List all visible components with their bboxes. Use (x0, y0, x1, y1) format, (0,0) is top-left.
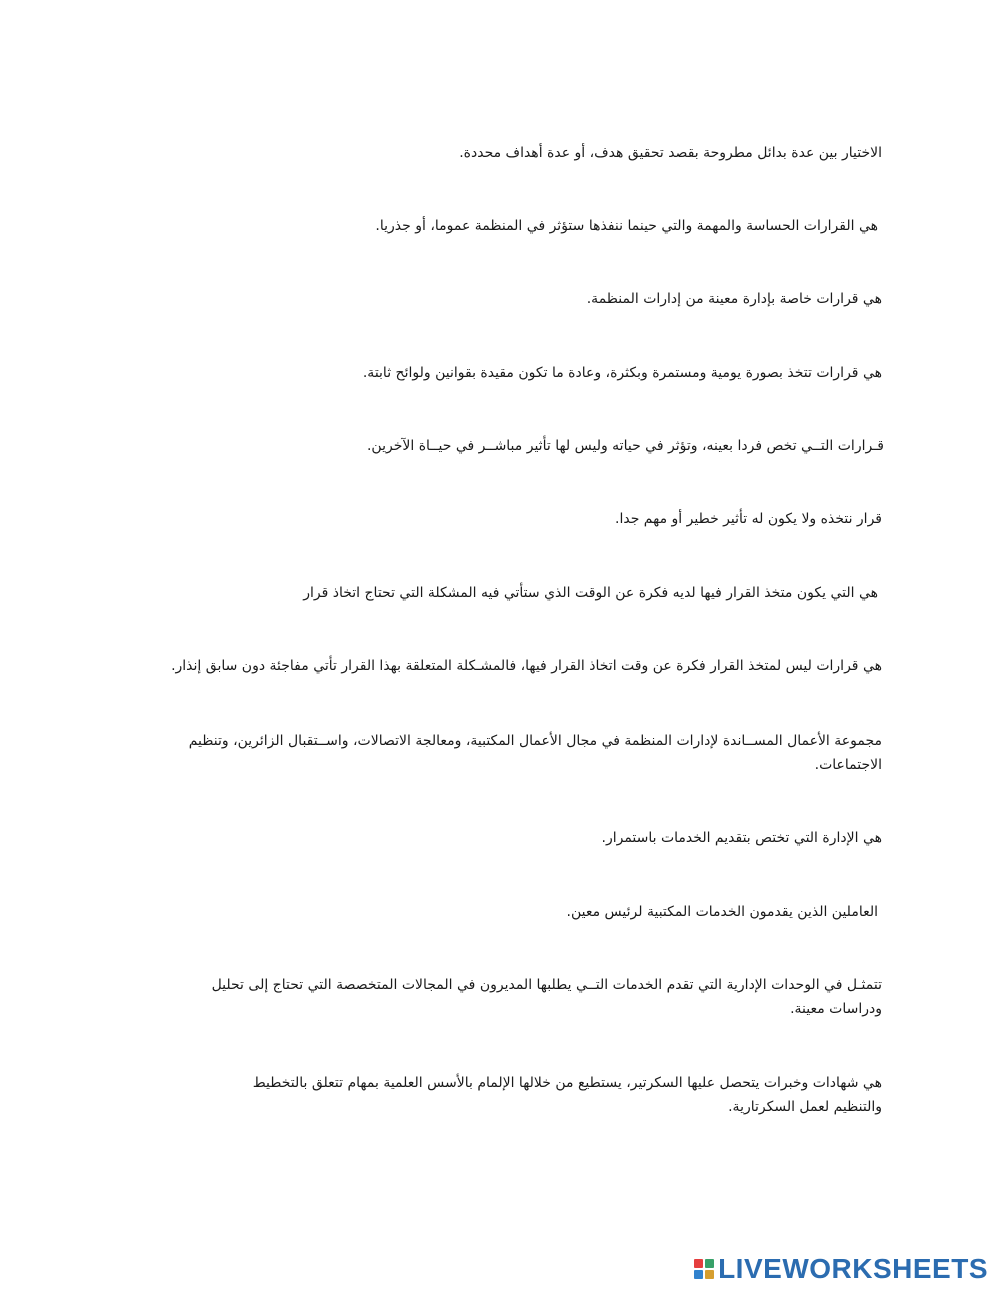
definition-paragraph-6: قرار نتخذه ولا يكون له تأثير خطير أو مهم جدا. (615, 511, 882, 527)
definition-paragraph-13: هي شهادات وخبرات يتحصل عليها السكرتير، يستطيع من خلالها الإلمام بالأسس العلمية بمهام تتعلق بالتخطيط والتنظيم لعمل السكرتارية. (252, 1075, 882, 1115)
definition-paragraph-10: هي الإدارة التي تختص بتقديم الخدمات باستمرار. (601, 830, 882, 846)
definition-paragraph-8: هي قرارات ليس لمتخذ القرار فكرة عن وقت اتخاذ القرار فيها، فالمشـكلة المتعلقة بهذا القرار تأتي مفاجئة دون سابق إنذار. (171, 658, 882, 674)
logo-blocks-icon (694, 1259, 714, 1279)
logo-text-live: LIVE (718, 1253, 783, 1284)
definition-paragraph-9: مجموعة الأعمال المســاندة لإدارات المنظمة في مجال الأعمال المكتبية، ومعالجة الاتصالات، واســتقبال الزائرين، وتنظيم الاجتماعات. (188, 733, 882, 773)
logo-text-worksheets: WORKSHEETS (782, 1253, 988, 1284)
definition-paragraph-12: تتمثـل في الوحدات الإدارية التي تقدم الخدمات التــي يطلبها المديرون في المجالات المتخصصة التي تحتاج إلى تحليل ودراسات معينة. (211, 977, 882, 1017)
definition-paragraph-7: هي التي يكون متخذ القرار فيها لديه فكرة عن الوقت الذي ستأتي فيه المشكلة التي تحتاج اتخاذ قرار (303, 585, 878, 601)
definition-paragraph-5: قـرارات التــي تخص فردا بعينه، وتؤثر في حياته وليس لها تأثير مباشــر في حيــاة الآخرين. (366, 438, 884, 454)
definition-paragraph-1: الاختيار بين عدة بدائل مطروحة بقصد تحقيق هدف، أو عدة أهداف محددة. (459, 145, 882, 161)
definition-paragraph-4: هي قرارات تتخذ بصورة يومية ومستمرة وبكثرة، وعادة ما تكون مقيدة بقوانين ولوائح ثابتة. (362, 365, 882, 381)
definition-paragraph-2: هي القرارات الحساسة والمهمة والتي حينما ننفذها ستؤثر في المنظمة عموما، أو جذريا. (375, 218, 878, 234)
definition-paragraph-11: العاملين الذين يقدمون الخدمات المكتبية لرئيس معين. (566, 904, 878, 920)
liveworksheets-logo[interactable] (694, 1254, 988, 1284)
definition-paragraph-3: هي قرارات خاصة بإدارة معينة من إدارات المنظمة. (586, 291, 882, 307)
